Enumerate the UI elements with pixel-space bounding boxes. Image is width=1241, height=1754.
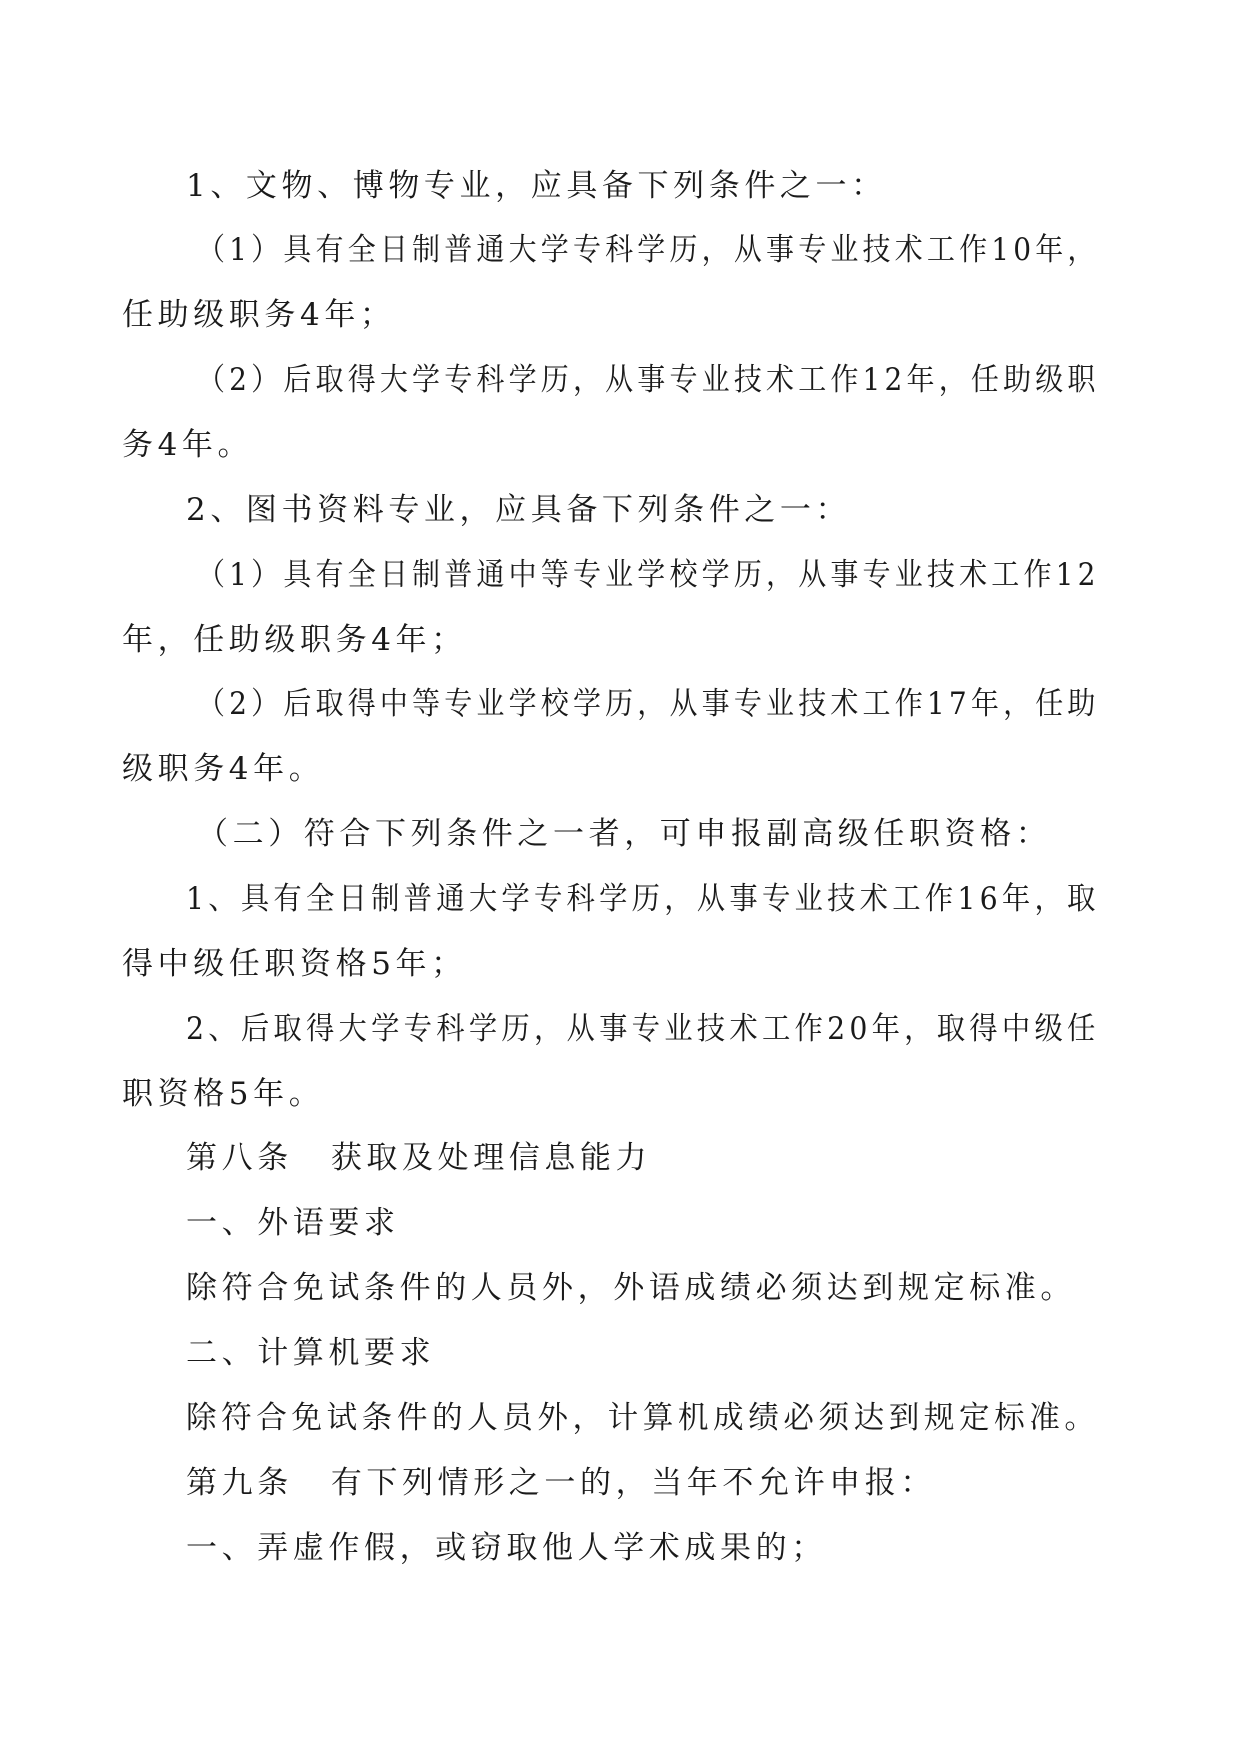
paragraph-line: 2、图书资料专业，应具备下列条件之一： — [186, 492, 852, 528]
paragraph-line: （二）符合下列条件之一者，可申报副高级任职资格： — [197, 816, 1052, 852]
article-label: 第九条 — [186, 1465, 293, 1501]
paragraph-line: （1）具有全日制普通大学专科学历，从事专业技术工作10年， — [197, 232, 1100, 268]
article-title: 有下列情形之一的，当年不允许申报： — [330, 1465, 937, 1501]
article-heading-nine — [186, 1463, 936, 1503]
paragraph-line: 职资格5年。 — [122, 1076, 325, 1112]
paragraph-line: 除符合免试条件的人员外，外语成绩必须达到规定标准。 — [186, 1270, 1076, 1306]
article-heading-eight — [186, 1138, 651, 1178]
paragraph-line: （2）后取得大学专科学历，从事专业技术工作12年，任助级职 — [197, 362, 1100, 398]
article-title: 获取及处理信息能力 — [330, 1140, 652, 1176]
paragraph-line: 二、计算机要求 — [186, 1335, 436, 1371]
paragraph-line: 得中级任职资格5年； — [122, 946, 467, 982]
paragraph-line: 2、后取得大学专科学历，从事专业技术工作20年，取得中级任 — [186, 1011, 1100, 1047]
paragraph-line: （2）后取得中等专业学校学历，从事专业技术工作17年，任助 — [197, 686, 1100, 722]
paragraph-line: 任助级职务4年； — [122, 297, 396, 333]
paragraph-line: 1、文物、博物专业，应具备下列条件之一： — [186, 168, 887, 204]
paragraph-line: 年，任助级职务4年； — [122, 622, 467, 658]
article-label: 第八条 — [186, 1140, 293, 1176]
paragraph-line: 1、具有全日制普通大学专科学历，从事专业技术工作16年，取 — [186, 881, 1100, 917]
paragraph-line: 务4年。 — [122, 427, 254, 463]
paragraph-line: （1）具有全日制普通中等专业学校学历，从事专业技术工作12 — [197, 557, 1100, 593]
paragraph-line: 一、弄虚作假，或窃取他人学术成果的； — [186, 1530, 827, 1566]
paragraph-line: 除符合免试条件的人员外，计算机成绩必须达到规定标准。 — [186, 1400, 1100, 1436]
paragraph-line: 级职务4年。 — [122, 751, 325, 787]
paragraph-line: 一、外语要求 — [186, 1205, 400, 1241]
